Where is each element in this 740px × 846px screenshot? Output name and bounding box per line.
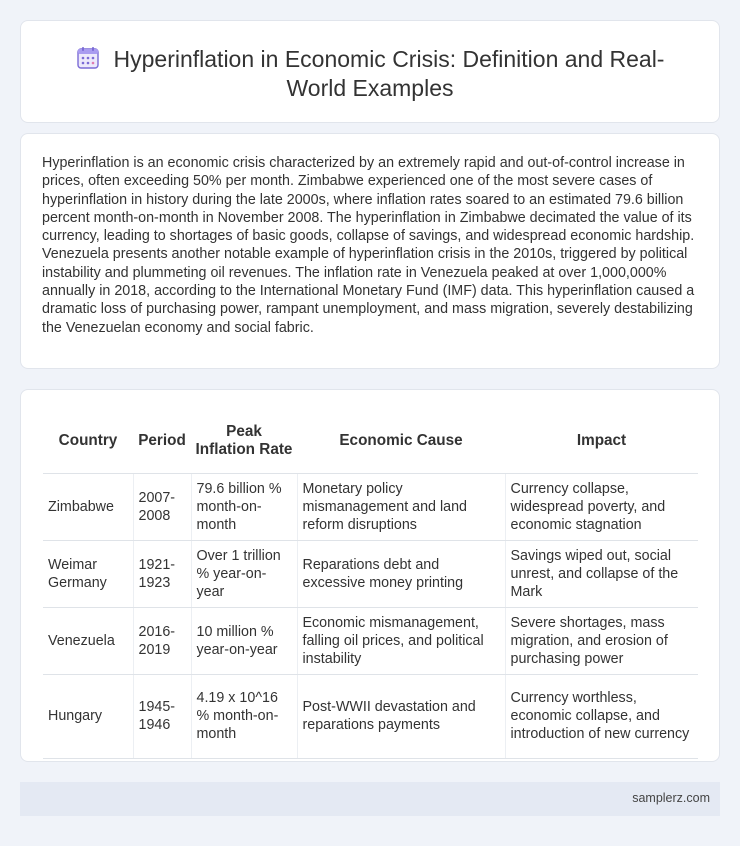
table-row: [43, 473, 698, 540]
column-header-period: Period: [133, 410, 191, 473]
cell-peak-inflation: 79.6 billion % month-on-month: [191, 473, 297, 540]
footer-site-link[interactable]: samplerz.com: [632, 791, 710, 805]
intro-card: [20, 133, 720, 369]
cell-country: Weimar Germany: [43, 540, 133, 607]
page-title: [21, 45, 719, 103]
cell-peak-inflation: Over 1 trillion % year-on-year: [191, 540, 297, 607]
table-row: [43, 540, 698, 607]
table-header-row: [43, 410, 698, 473]
column-header-impact: Impact: [505, 410, 698, 473]
cell-peak-inflation: 4.19 x 10^16 % month-on-month: [191, 674, 297, 758]
calendar-icon: [76, 46, 100, 70]
title-card: [20, 20, 720, 123]
cell-economic-cause: Reparations debt and excessive money printing: [297, 540, 505, 607]
cell-country: Venezuela: [43, 607, 133, 674]
column-header-country: Country: [43, 410, 133, 473]
cell-period: 1921-1923: [133, 540, 191, 607]
cell-economic-cause: Post-WWII devastation and reparations payments: [297, 674, 505, 758]
hyperinflation-table: [43, 410, 698, 759]
cell-period: 2007-2008: [133, 473, 191, 540]
intro-paragraph: Hyperinflation is an economic crisis characterized by an extremely rapid and out-of-control increase in prices, often exceeding 50% per month. Zimbabwe experienced one of the most severe cases of hyperinflation in history during the late 2000s, where inflation rates soared to an estimated 79.6 billion percent month-on-month in November 2008. The hyperinflation in Zimbabwe decimated the value of its currency, leading to shortages of basic goods, collapse of savings, and widespread economic hardship. Venezuela presents another notable example of hyperinflation crisis in the 2010s, triggered by political instability and plummeting oil revenues. The inflation rate in Venezuela peaked at over 1,000,000% annually in 2018, according to the International Monetary Fund (IMF) data. This hyperinflation caused a dramatic loss of purchasing power, rampant unemployment, and mass migration, severely destabilizing the Venezuelan economy and social fabric.: [42, 155, 695, 336]
cell-country: Zimbabwe: [43, 473, 133, 540]
column-header-economic-cause: Economic Cause: [297, 410, 505, 473]
column-header-peak-inflation: Peak Inflation Rate: [191, 410, 297, 473]
cell-economic-cause: Economic mismanagement, falling oil prices, and political instability: [297, 607, 505, 674]
cell-impact: Savings wiped out, social unrest, and collapse of the Mark: [505, 540, 698, 607]
footer-bar: [20, 782, 720, 816]
cell-country: Hungary: [43, 674, 133, 758]
cell-impact: Severe shortages, mass migration, and erosion of purchasing power: [505, 607, 698, 674]
cell-impact: Currency worthless, economic collapse, and introduction of new currency: [505, 674, 698, 758]
table-card: [20, 389, 720, 762]
cell-period: 2016-2019: [133, 607, 191, 674]
cell-impact: Currency collapse, widespread poverty, and economic stagnation: [505, 473, 698, 540]
cell-peak-inflation: 10 million % year-on-year: [191, 607, 297, 674]
table-row: [43, 674, 698, 758]
page-title-text: Hyperinflation in Economic Crisis: Definition and Real-World Examples: [113, 46, 665, 101]
cell-period: 1945-1946: [133, 674, 191, 758]
cell-economic-cause: Monetary policy mismanagement and land reform disruptions: [297, 473, 505, 540]
table-row: [43, 607, 698, 674]
